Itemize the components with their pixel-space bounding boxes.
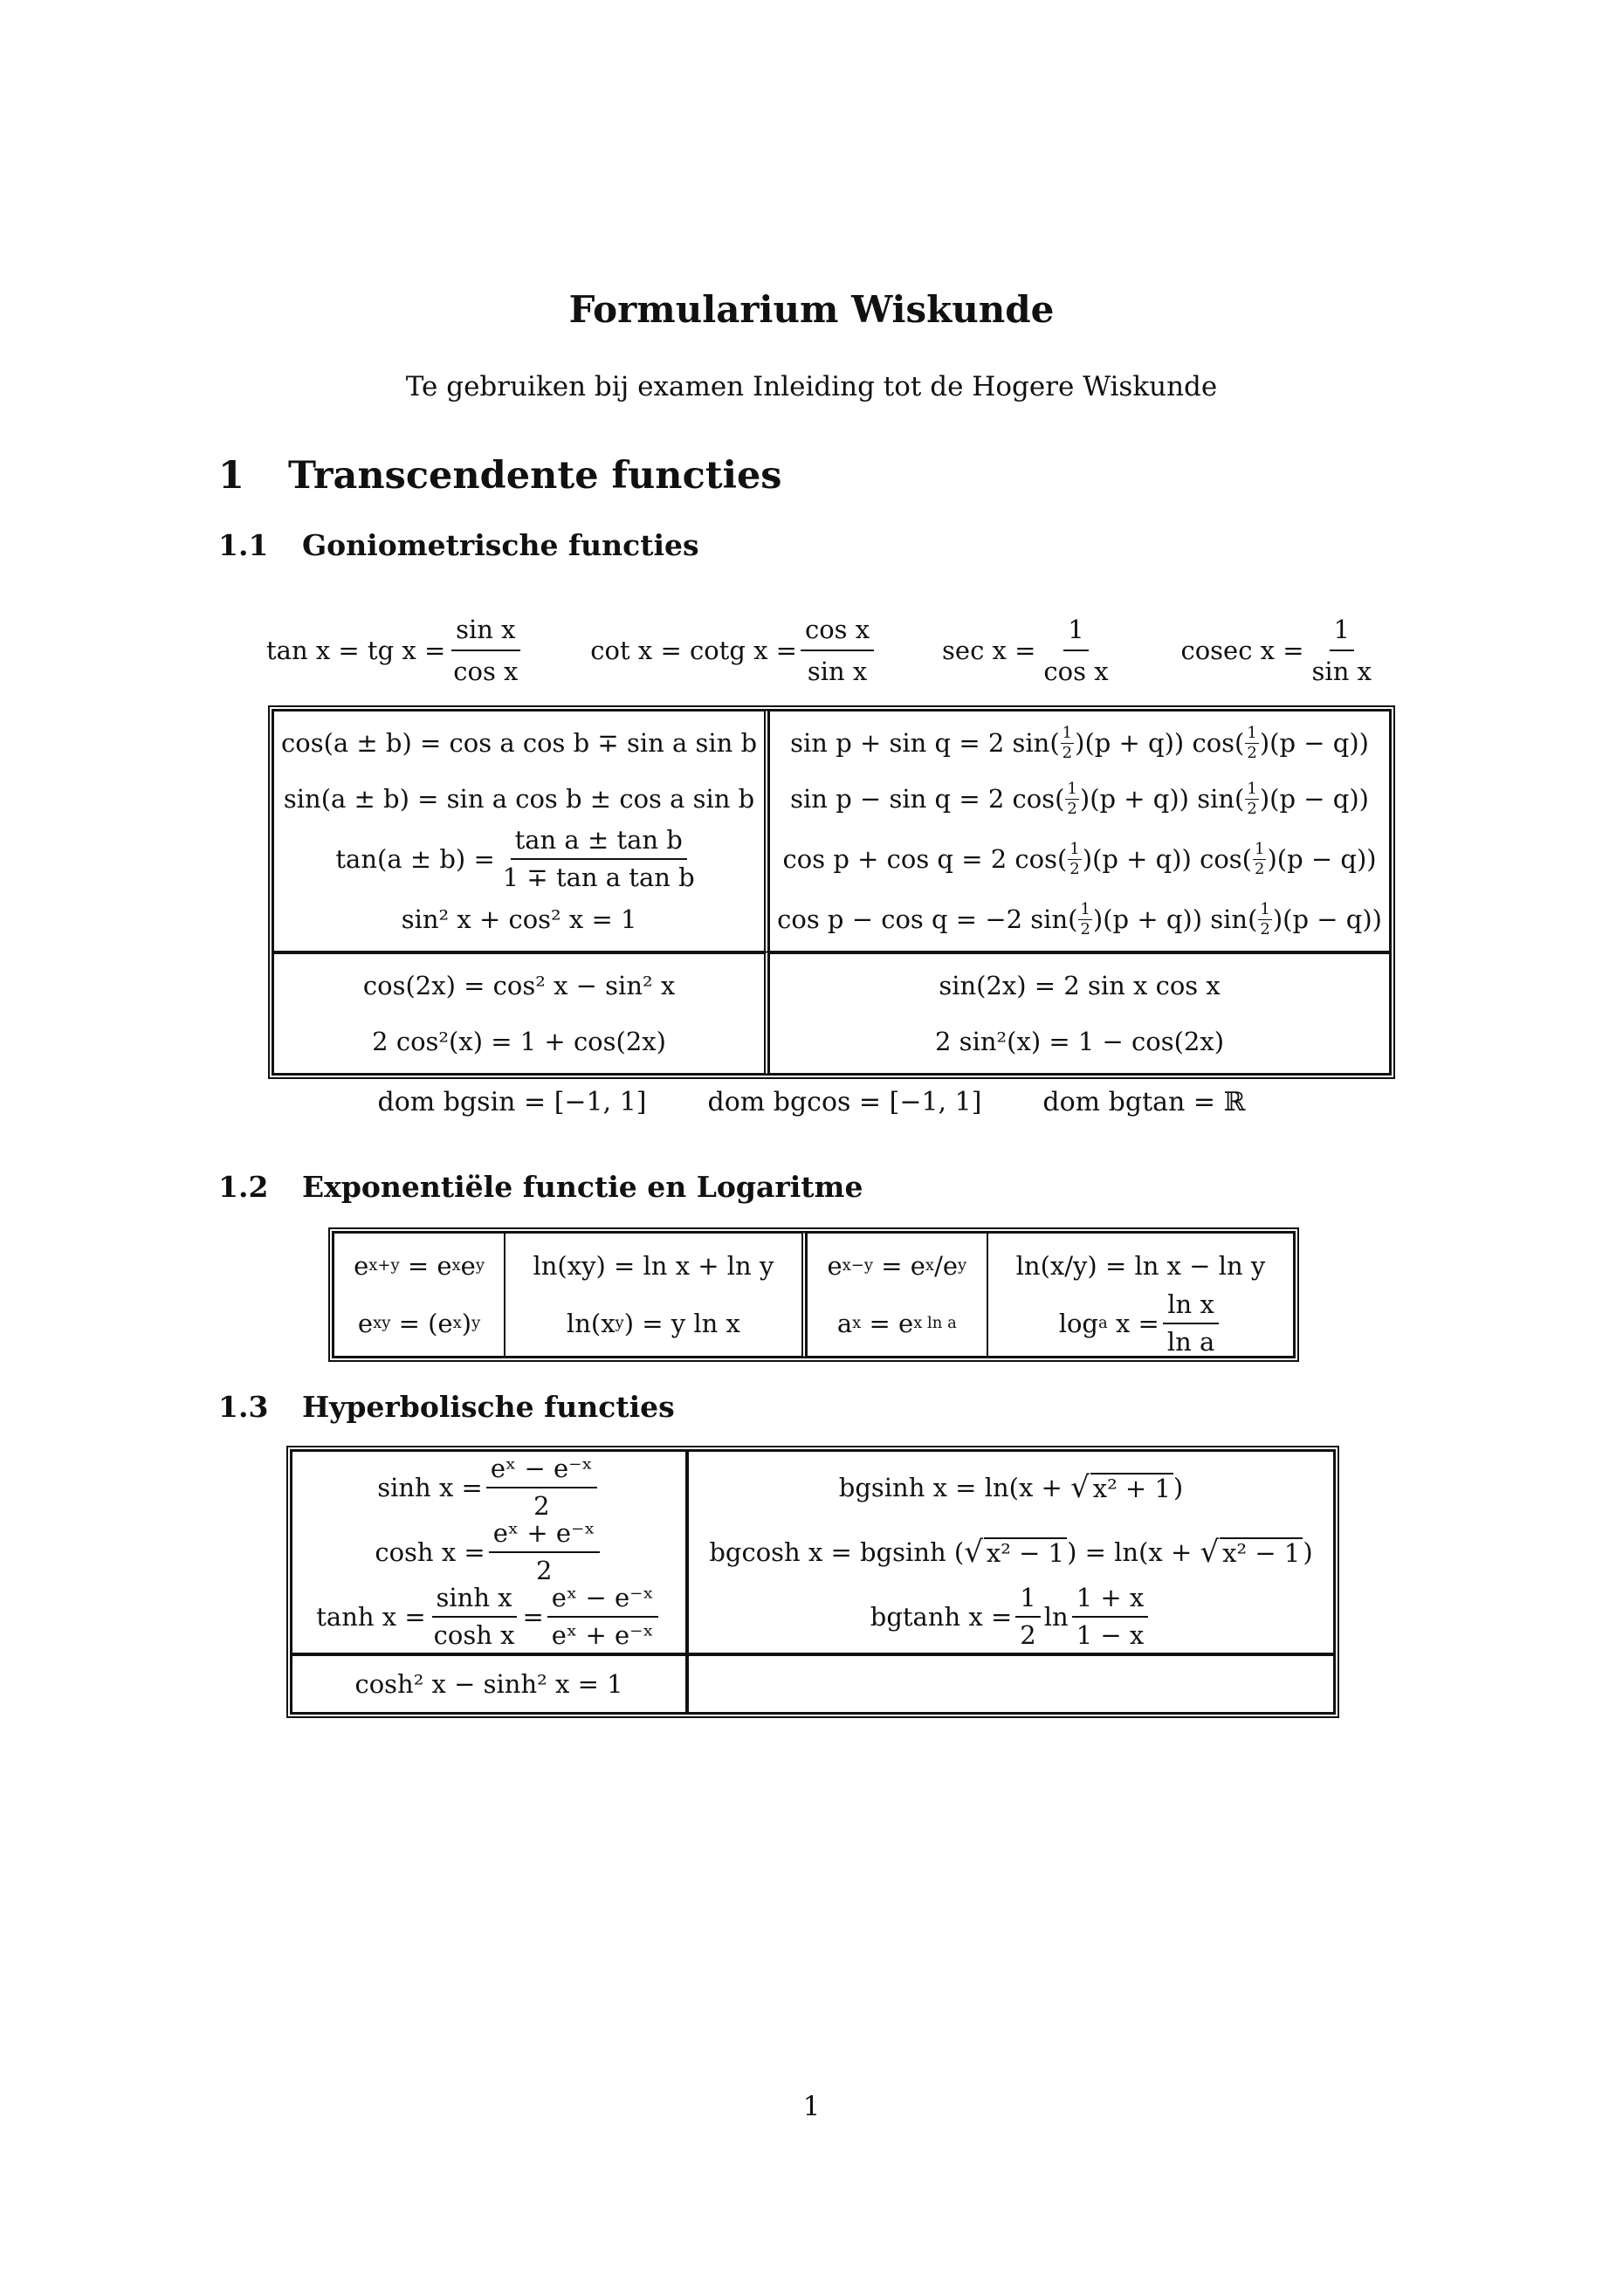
exp-product-cell: [334, 1233, 505, 1357]
denominator: 2: [1062, 743, 1073, 762]
denominator: 2: [1069, 859, 1080, 878]
formula-general-exp: a x = e x ln a: [836, 1308, 957, 1338]
numerator: 1: [1063, 615, 1088, 651]
subsection-title: Hyperbolische functies: [302, 1390, 675, 1424]
formula-lhs: bgtanh x =: [870, 1601, 1013, 1632]
formula-bgsinh: [698, 1455, 1324, 1520]
denominator: 2: [1080, 919, 1090, 938]
formula-sinh: [301, 1455, 677, 1520]
sum-to-product-cell: [769, 711, 1390, 952]
fraction: [489, 1518, 600, 1585]
formula-part: )(p + q)) sin(: [1079, 783, 1245, 814]
denominator: 1 ∓ tan a tan b: [502, 863, 695, 892]
formula-part: e: [354, 1250, 369, 1281]
domain-bgcos: dom bgcos = [−1, 1]: [707, 1087, 982, 1117]
hyperbolic-definitions-cell: [292, 1451, 688, 1653]
inverse-trig-domains: [0, 1087, 1623, 1117]
numerator: sinh x: [432, 1585, 517, 1618]
formula-cos-square: 2 cos²(x) = 1 + cos(2x): [372, 1026, 666, 1056]
denominator: 2: [533, 1491, 550, 1521]
numerator: eˣ − e⁻ˣ: [486, 1456, 597, 1488]
denominator: eˣ + e⁻ˣ: [551, 1620, 654, 1650]
denominator: cos x: [1043, 656, 1109, 686]
square-root: √ x² − 1: [1200, 1537, 1303, 1567]
numerator: eˣ + e⁻ˣ: [489, 1521, 600, 1553]
document-title: Formularium Wiskunde: [568, 288, 1055, 331]
log-quotient-cell: [987, 1233, 1294, 1357]
double-angle-sin-cell: [769, 952, 1390, 1074]
trig-definitions: [266, 607, 1379, 694]
formula-part: ): [1303, 1536, 1313, 1567]
hyperbolic-identity-cell: [292, 1653, 688, 1713]
exponential-log-table: [328, 1227, 1299, 1362]
formula-part: cos p + cos q = 2 cos(: [782, 843, 1068, 874]
definition-cosec: [1180, 615, 1379, 686]
formula-part: ln(x: [566, 1308, 616, 1338]
subsection-number: 1.1: [218, 528, 269, 562]
formula-lhs: cosh x =: [375, 1536, 485, 1567]
formula-part: = e: [869, 1308, 914, 1338]
numerator: 1: [1080, 899, 1090, 918]
formula-part: bgcosh x = bgsinh (: [709, 1536, 965, 1567]
formula-sum-to-product-2: [777, 771, 1382, 827]
fraction: [499, 825, 699, 892]
formula-part: )(p − q)): [1267, 843, 1377, 874]
formula-bgcosh: [698, 1520, 1324, 1585]
denominator: 2: [535, 1556, 553, 1585]
formula-part: )(p − q)): [1272, 904, 1382, 934]
numerator: 1 + x: [1072, 1585, 1149, 1618]
formula-sum-to-product-4: [777, 891, 1382, 947]
definition-sec: [942, 615, 1117, 686]
denominator: cosh x: [433, 1620, 515, 1650]
formula-bgtanh: [698, 1585, 1324, 1649]
half-fraction: [1258, 899, 1271, 938]
formula-sin-sum: sin(a ± b) = sin a cos b ± cos a sin b: [283, 783, 755, 814]
half-fraction: [1253, 839, 1266, 878]
definition-cot: [590, 615, 877, 686]
formula-exp-sum: e x+y = e x e y: [354, 1250, 485, 1281]
formula-part: /e: [934, 1250, 958, 1281]
subsection-heading-goniometric: [218, 528, 699, 562]
numerator: tan a ± tan b: [511, 828, 687, 860]
fraction: [1308, 615, 1376, 686]
numerator: ln x: [1163, 1292, 1219, 1324]
formula-part: x =: [1115, 1308, 1159, 1338]
formula-lhs: cot x = cotg x =: [590, 636, 797, 665]
fraction: [449, 615, 522, 686]
formula-lhs: tan x = tg x =: [266, 636, 446, 665]
formula-part: sin p − sin q = 2 cos(: [790, 783, 1065, 814]
trig-formula-table: [268, 705, 1395, 1079]
denominator: sin x: [1311, 656, 1372, 686]
hyperbolic-table: [286, 1446, 1339, 1718]
formula-part: ln: [1043, 1601, 1069, 1632]
fraction: [430, 1585, 519, 1648]
log-product-cell: [505, 1233, 807, 1357]
formula-cos-sum: cos(a ± b) = cos a cos b ∓ sin a sin b: [281, 727, 758, 758]
half-fraction: [1245, 725, 1258, 761]
domain-bgsin: dom bgsin = [−1, 1]: [377, 1087, 647, 1117]
half-fraction: [1065, 781, 1078, 817]
inverse-hyperbolic-cell: [688, 1451, 1334, 1653]
formula-exp-power: e xy = (e x ) y: [357, 1308, 481, 1338]
formula-lhs: tanh x =: [316, 1601, 426, 1632]
formula-sin-square: 2 sin²(x) = 1 − cos(2x): [935, 1026, 1225, 1056]
denominator: cos x: [453, 656, 519, 686]
subsection-number: 1.2: [218, 1170, 269, 1204]
numerator: 1: [1062, 723, 1073, 742]
formula-lhs: sec x =: [942, 636, 1036, 665]
empty-cell: [688, 1653, 1334, 1713]
numerator: 1: [1015, 1585, 1040, 1618]
fraction: [801, 615, 874, 686]
formula-lhs: sinh x =: [377, 1472, 483, 1502]
half-fraction: [1068, 839, 1081, 878]
fraction: [1039, 615, 1112, 686]
double-angle-cos-cell: [273, 952, 769, 1074]
fraction: [486, 1456, 597, 1519]
formula-lhs: cosec x =: [1180, 636, 1304, 665]
formula-part: sin p + sin q = 2 sin(: [790, 727, 1060, 758]
denominator: 2: [1247, 799, 1257, 818]
subsection-title: Exponentiële functie en Logaritme: [302, 1170, 863, 1204]
radicand: x² − 1: [984, 1537, 1067, 1567]
formula-exp-difference: e x−y = e x /e y: [827, 1250, 967, 1281]
formula-pythagorean: sin² x + cos² x = 1: [401, 904, 637, 934]
denominator: 2: [1020, 1620, 1036, 1650]
formula-part: ) = y ln x: [623, 1308, 740, 1338]
half-fraction: [1061, 725, 1074, 761]
formula-part: a: [836, 1308, 853, 1338]
denominator: ln a: [1166, 1327, 1215, 1357]
formula-part: e: [460, 1250, 476, 1281]
formula-part: )(p − q)): [1259, 783, 1369, 814]
formula-hyperbolic-identity: cosh² x − sinh² x = 1: [354, 1668, 623, 1699]
numerator: eˣ − e⁻ˣ: [547, 1585, 658, 1618]
fraction: [1163, 1289, 1219, 1357]
subsection-number: 1.3: [218, 1390, 269, 1424]
subsection-heading-exponential: [218, 1170, 863, 1204]
formula-log-quotient: ln(x/y) = ln x − ln y: [1015, 1250, 1266, 1281]
square-root: √ x² − 1: [964, 1537, 1067, 1567]
denominator: sin x: [807, 656, 868, 686]
fraction: [1072, 1585, 1149, 1648]
denominator: 2: [1247, 743, 1257, 762]
definition-tan: [266, 615, 526, 686]
formula-sum-to-product-1: [777, 715, 1382, 771]
fraction: [547, 1585, 658, 1648]
formula-sin-double: sin(2x) = 2 sin x cos x: [939, 970, 1221, 1000]
numerator: 1: [1069, 839, 1080, 858]
formula-part: )(p + q)) cos(: [1082, 843, 1252, 874]
formula-part: = e: [881, 1250, 925, 1281]
formula-part: )(p − q)): [1259, 727, 1369, 758]
formula-part: )(p + q)) sin(: [1092, 904, 1258, 934]
denominator: 1 − x: [1076, 1620, 1145, 1650]
formula-log-power: ln(x y ) = y ln x: [566, 1308, 740, 1338]
sum-formulas-cell: [273, 711, 769, 952]
exp-quotient-cell: [807, 1233, 987, 1357]
formula-part: bgsinh x = ln(x +: [838, 1472, 1063, 1502]
formula-part: ) = ln(x +: [1067, 1536, 1193, 1567]
formula-part: = (e: [398, 1308, 453, 1338]
formula-cosh: [301, 1520, 677, 1585]
radicand: x² + 1: [1090, 1473, 1173, 1502]
square-root: √ x² + 1: [1070, 1473, 1173, 1502]
subsection-heading-hyperbolic: [218, 1390, 675, 1424]
section-title: Transcendente functies: [288, 454, 782, 498]
half-fraction: [1245, 781, 1258, 817]
formula-part: = e: [407, 1250, 452, 1281]
numerator: 1: [1247, 779, 1257, 798]
section-number: 1: [218, 454, 244, 498]
page-number: 1: [802, 2091, 821, 2122]
domain-bgtan: dom bgtan = ℝ: [1042, 1087, 1246, 1117]
half-fraction: [1078, 899, 1091, 938]
fraction: [1015, 1585, 1040, 1648]
formula-part: cos p − cos q = −2 sin(: [777, 904, 1078, 934]
radicand: x² − 1: [1220, 1537, 1303, 1567]
subsection-title: Goniometrische functies: [302, 528, 699, 562]
numerator: 1: [1330, 615, 1354, 651]
formula-log-product: ln(xy) = ln x + ln y: [533, 1250, 774, 1281]
section-heading: [218, 454, 782, 498]
numerator: 1: [1260, 899, 1270, 918]
denominator: 2: [1260, 919, 1270, 938]
numerator: 1: [1067, 779, 1077, 798]
formula-part: ): [461, 1308, 472, 1338]
formula-part: =: [522, 1601, 544, 1632]
numerator: 1: [1247, 723, 1257, 742]
formula-part: e: [357, 1308, 374, 1338]
formula-tan-sum: [281, 827, 757, 891]
formula-log-base-change: log a x = $\frac{\text{ln x}}{\text{ln a}}$: [997, 1295, 1284, 1352]
formula-part: )(p + q)) cos(: [1075, 727, 1245, 758]
formula-part: ): [1173, 1472, 1184, 1502]
document-subtitle: Te gebruiken bij examen Inleiding tot de Hogere Wiskunde: [405, 371, 1218, 402]
denominator: 2: [1255, 859, 1265, 878]
denominator: 2: [1067, 799, 1077, 818]
numerator: 1: [1255, 839, 1265, 858]
formula-tanh: [301, 1585, 677, 1649]
formula-cos-double: cos(2x) = cos² x − sin² x: [362, 970, 676, 1000]
formula-part: log: [1058, 1308, 1098, 1338]
formula-part: e: [827, 1250, 842, 1281]
numerator: sin x: [451, 615, 519, 651]
formula-lhs: tan(a ± b) =: [335, 843, 495, 874]
formula-sum-to-product-3: [777, 827, 1382, 891]
numerator: cos x: [801, 615, 874, 651]
